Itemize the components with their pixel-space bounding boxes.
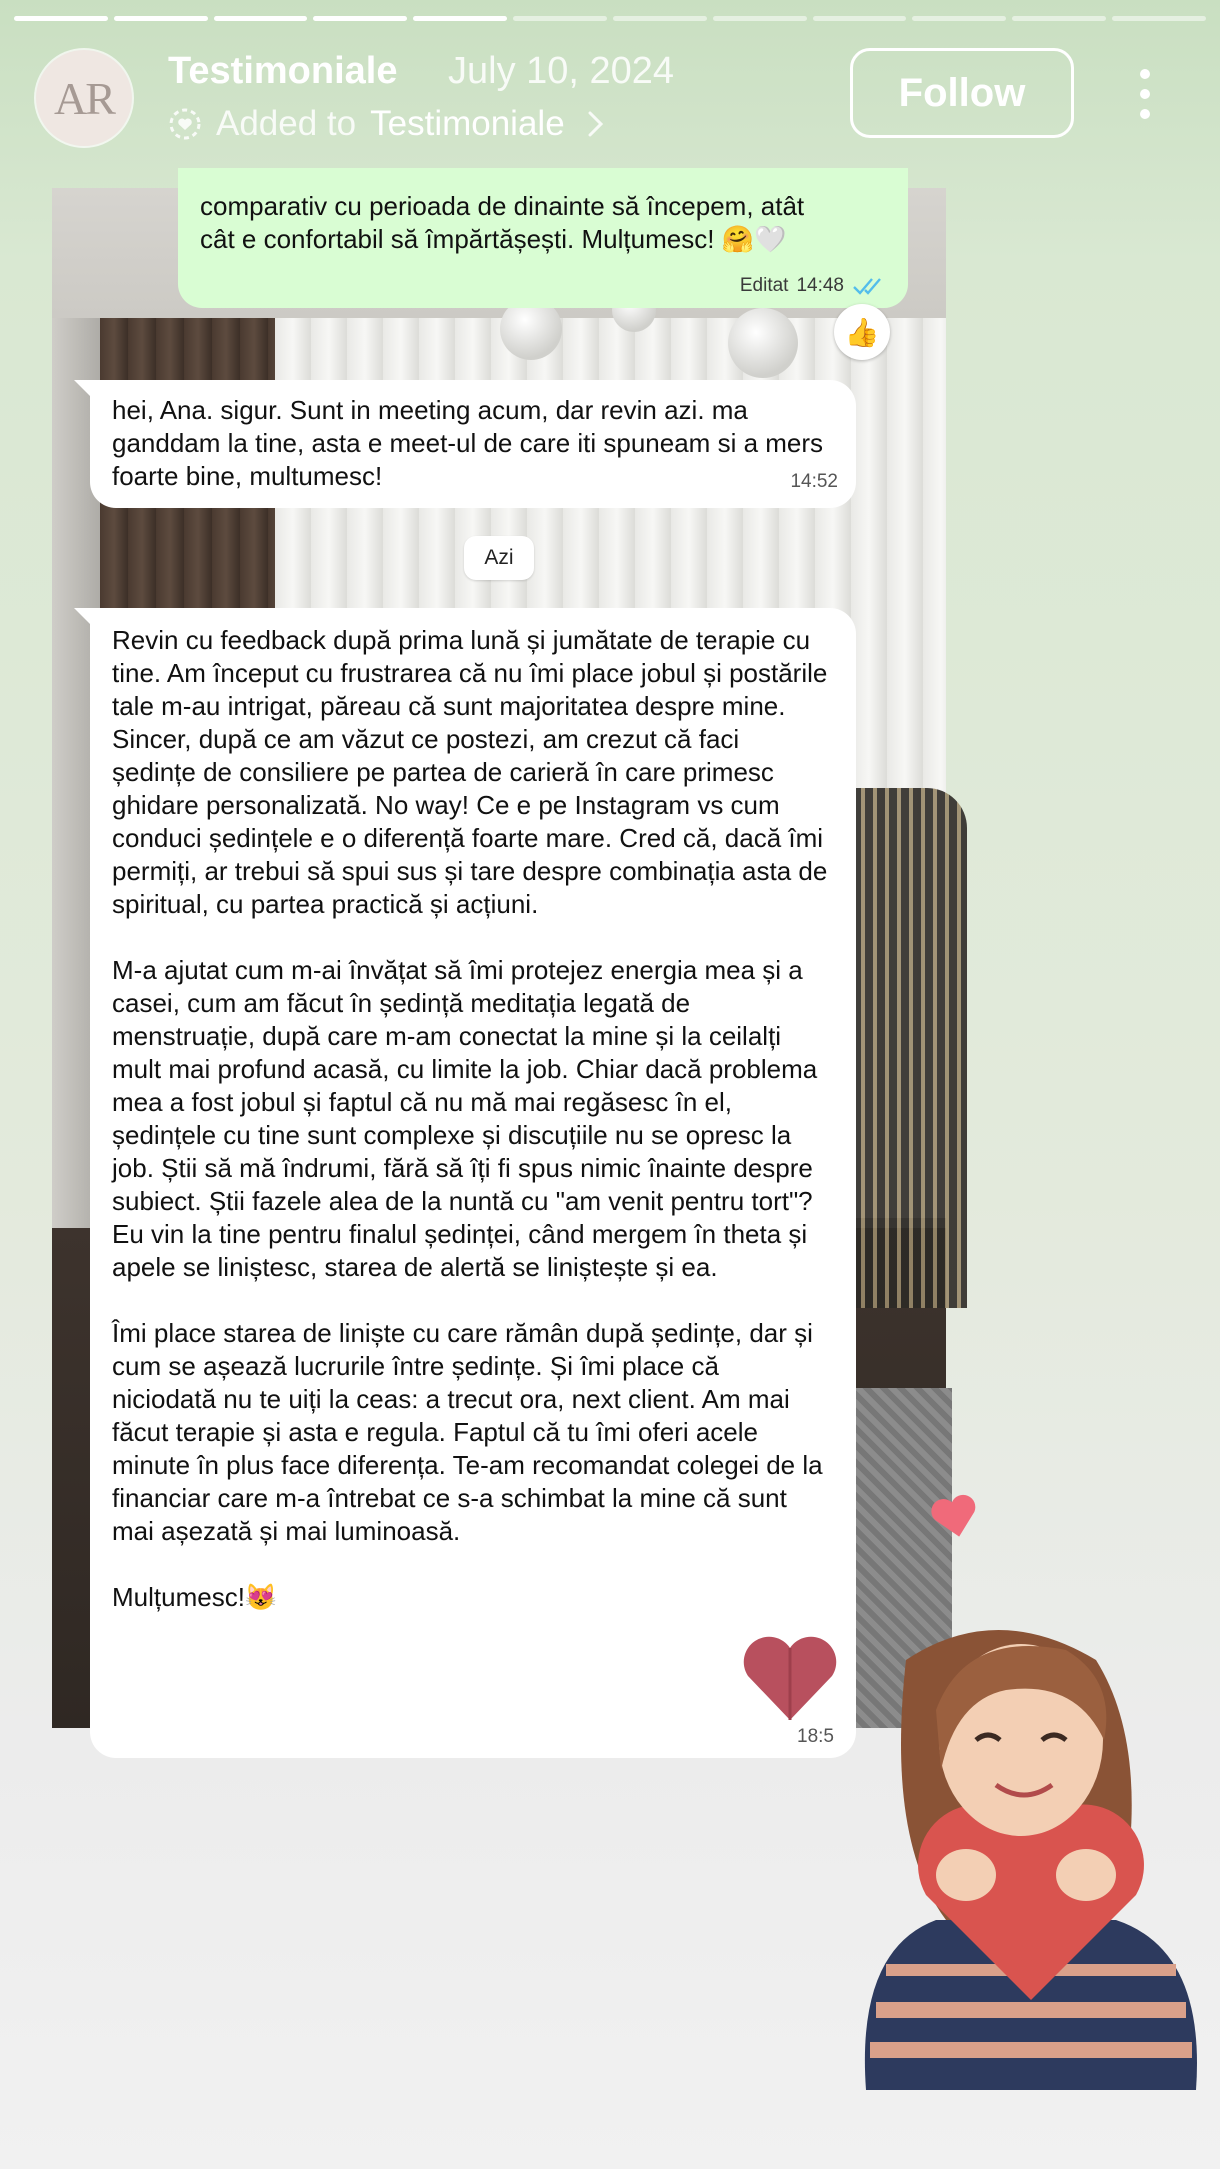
- message-meta: [740, 269, 888, 302]
- message-paragraph: M-a ajutat cum m-ai învățat să îmi protejez energia mea și a casei, cum am făcut în ședință meditația legată de menstruație, după care m-am conectat la mine și la ceilalți mult mai profund acasă, cu limite la job. Chiar dacă problema mea a fost jobul și faptul că nu mă mai regăsesc în el, ședințele cu tine sunt complexe și discuțiile nu se opresc la job. Știi să mă îndrumi, fără să îți fi spus nimic înainte despre subiect. Știi fazele alea de la nuntă cu "am venit pentru tort"? Eu vin la tine pentru finalul ședinței, când mergem în theta și apele se liniștesc, starea de alertă se liniștește și ea.: [112, 955, 818, 1282]
- story-progress-segment: [1012, 16, 1106, 21]
- date-separator: Azi: [464, 536, 534, 580]
- story-progress-segment: [912, 16, 1006, 21]
- story-progress-segment: [513, 16, 607, 21]
- avatar-initials: AR: [54, 72, 114, 124]
- highlight-name: Testimoniale: [370, 104, 565, 143]
- story-header: [36, 48, 1200, 158]
- message-line: cât e confortabil să împărtășești. Mulțumesc! 🤗🤍: [200, 224, 787, 254]
- story-progress-bar: [14, 16, 1206, 21]
- message-paragraph: Revin cu feedback după prima lună și jumătate de terapie cu tine. Am început cu frustrarea că nu îmi place jobul și postările tale m-au intrigat, păreau că sunt majoritatea despre mine. Sincer, după ce am văzut ce postezi, am crezut că faci ședințe de consiliere pe partea de carieră în care primesc ghidare personalizată. No way! Ce e pe Instagram vs cum conduci ședințele e o diferență foarte mare. Cred că, dacă îmi permiți, ar trebui să spui sus și tare despre combinația asta de spiritual, cu partea practică și acțiuni.: [112, 625, 828, 919]
- account-name[interactable]: Testimoniale: [168, 50, 398, 92]
- story-progress-segment: [1112, 16, 1206, 21]
- chevron-right-icon: [585, 109, 607, 139]
- wallpaper-lamp: [728, 308, 798, 378]
- story-progress-segment: [813, 16, 907, 21]
- highlight-circle-icon: [168, 107, 202, 141]
- heart-sticker-icon: [930, 1492, 980, 1540]
- outgoing-message: [178, 168, 908, 308]
- chat-screenshot: [52, 188, 946, 1747]
- follow-button[interactable]: Follow: [850, 48, 1074, 138]
- profile-avatar[interactable]: [36, 50, 132, 146]
- girl-hugging-heart-sticker: [846, 1620, 1216, 2100]
- thumbs-up-reaction[interactable]: 👍: [834, 304, 890, 360]
- double-check-icon: [852, 276, 888, 296]
- incoming-message: [90, 380, 856, 508]
- message-line: comparativ cu perioada de dinainte să începem, atât: [200, 191, 805, 221]
- message-time: 18:5: [797, 1726, 834, 1747]
- story-progress-segment: [14, 16, 108, 21]
- message-text: hei, Ana. sigur. Sunt in meeting acum, dar revin azi. ma ganddam la tine, asta e meet-ul de care iti spuneam si a mers foarte bine, multumesc!: [112, 395, 824, 491]
- story-progress-segment: [713, 16, 807, 21]
- edited-label: Editat: [739, 275, 789, 296]
- story-progress-segment: [613, 16, 707, 21]
- added-prefix: Added to: [216, 104, 357, 143]
- story-progress-segment: [114, 16, 208, 21]
- message-time: 14:52: [790, 471, 838, 492]
- more-vertical-icon[interactable]: [1130, 64, 1160, 124]
- message-paragraph: Îmi place starea de liniște cu care rămân după ședințe, dar și cum se așează lucrurile între ședințe. Și îmi place că niciodată nu te uiți la ceas: a trecut ora, next client. Am mai făcut terapie și asta e regula. Faptul că tu îmi oferi acele minute în plus face diferența. Te-am recomandat colegei de la financiar care m-a întrebat ce s-a schimbat la mine că sunt mai așezată și mai luminoasă.: [112, 1318, 823, 1546]
- incoming-feedback-message: [90, 608, 856, 1758]
- message-time: 14:48: [796, 275, 844, 296]
- heart-sticker-icon: [740, 1628, 840, 1724]
- message-paragraph: Mulțumesc!😻: [112, 1582, 278, 1612]
- story-progress-segment: [214, 16, 308, 21]
- added-to-highlight[interactable]: [168, 104, 607, 144]
- post-date: July 10, 2024: [448, 50, 675, 92]
- story-progress-segment: [313, 16, 407, 21]
- story-progress-segment: [413, 16, 507, 21]
